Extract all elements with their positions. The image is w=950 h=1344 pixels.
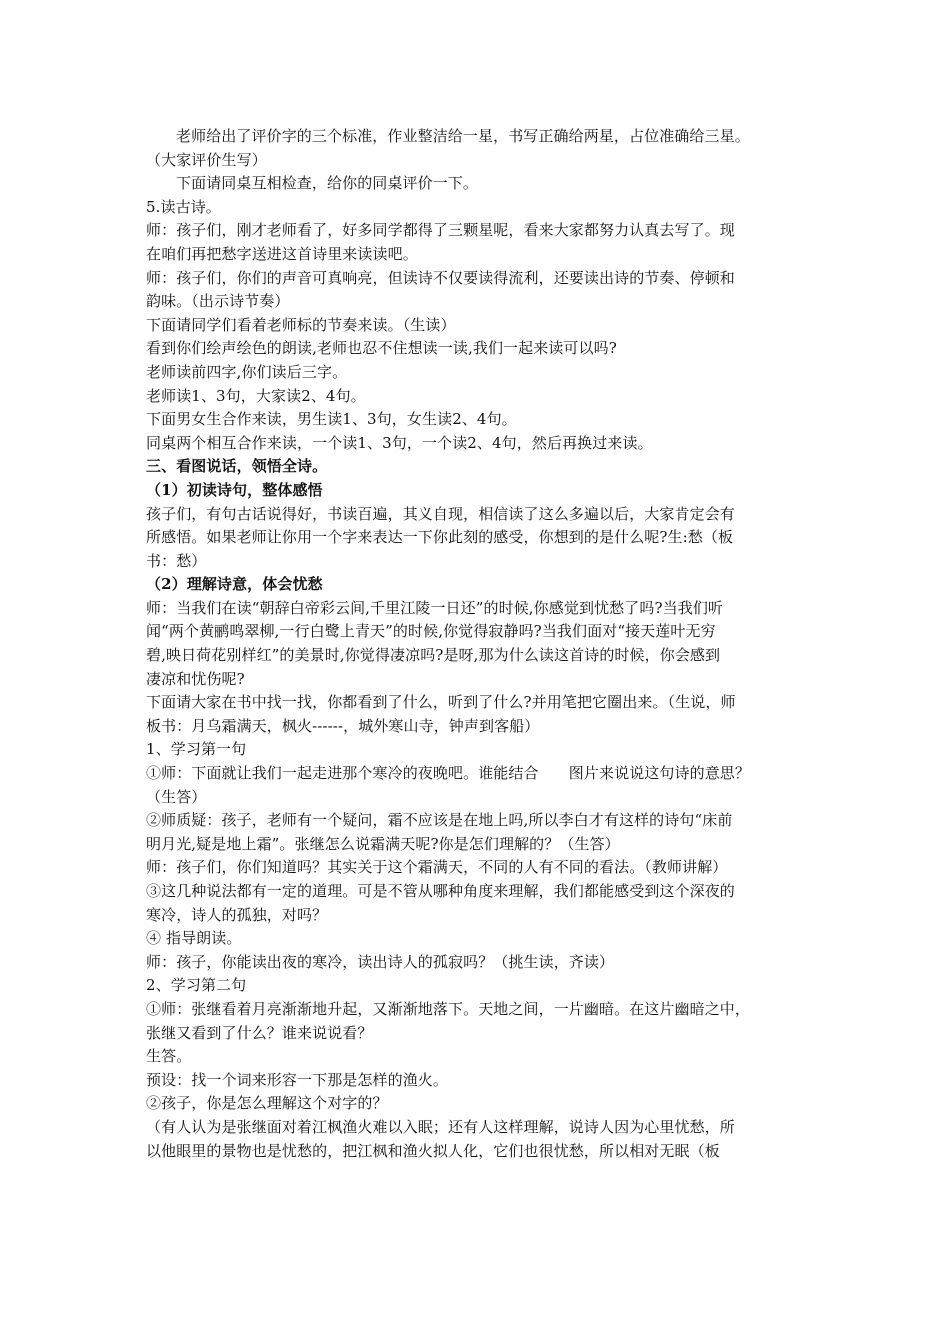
- text-line: 板书：月乌霜满天，枫火------，城外寒山寺，钟声到客船）: [146, 716, 540, 735]
- text-line: 明月光,疑是地上霜”。张继怎么说霜满天呢?你是怎们理解的？（生答）: [146, 834, 620, 853]
- text-line: （大家评价生写）: [146, 150, 267, 169]
- text-line: 寒冷，诗人的孤独，对吗？: [146, 905, 328, 924]
- text-line: 2、学习第二句: [146, 976, 247, 995]
- text-line: 下面请同桌互相检查，给你的同桌评价一下。: [176, 174, 479, 193]
- text-line: 看到你们绘声绘色的朗读,老师也忍不住想读一读,我们一起来读可以吗?: [146, 339, 617, 358]
- text-line: ②孩子，你是怎么理解这个对字的？: [146, 1094, 388, 1113]
- text-line: ③这几种说法都有一定的道理。可是不管从哪种角度来理解，我们都能感受到这个深夜的: [146, 882, 735, 900]
- text-line: 老师读1、3句，大家读2、4句。: [146, 386, 366, 405]
- text-line: 下面男女生合作来读，男生读1、3句，女生读2、4句。: [146, 410, 517, 429]
- text-line: ④ 指导朗读。: [146, 929, 242, 948]
- text-line: 师：孩子，你能读出夜的寒冷，读出诗人的孤寂吗？（挑生读，齐读）: [146, 952, 615, 971]
- text-line: ①师：张继看着月亮渐渐地升起，又渐渐地落下。天地之间，一片幽暗。在这片幽暗之中，: [146, 999, 751, 1018]
- text-line: 师：孩子们，你们的声音可真响亮，但读诗不仅要读得流利，还要读出诗的节奏、停顿和: [146, 268, 735, 287]
- text-line: 5.读古诗。: [146, 197, 221, 216]
- text-line: 师：当我们在读“朝辞白帝彩云间,千里江陵一日还”的时候,你感觉到忧愁了吗?当我们听: [146, 598, 724, 617]
- text-line: 师：孩子们，刚才老师看了，好多同学都得了三颗星呢，看来大家都努力认真去写了。现: [146, 221, 735, 240]
- text-line: 预设：找一个词来形容一下那是怎样的渔火。: [146, 1070, 449, 1089]
- text-line: 孩子们，有句古话说得好，书读百遍，其义自现，相信读了这么多遍以后，大家肯定会有: [146, 504, 735, 523]
- document-page: [146, 125, 810, 1163]
- text-line: ②师质疑：孩子，老师有一个疑问，霜不应该是在地上吗,所以李白才有这样的诗句“床前: [146, 811, 733, 830]
- section-heading: （1）初读诗句，整体感悟: [146, 480, 323, 499]
- text-line: （有人认为是张继面对着江枫渔火难以入眠；还有人这样理解，说诗人因为心里忧愁，所: [146, 1117, 735, 1136]
- text-line: 下面请同学们看着老师标的节奏来读。（生读）: [146, 315, 456, 334]
- text-line: 以他眼里的景物也是忧愁的，把江枫和渔火拟人化，它们也很忧愁，所以相对无眠（板: [146, 1141, 720, 1160]
- text-line: 韵味。（出示诗节奏）: [146, 292, 290, 311]
- text-line: （生答）: [146, 787, 207, 806]
- text-line: 闻“两个黄鹂鸣翠柳,一行白鹭上青天”的时候,你觉得寂静吗?当我们面对“接天莲叶无穷: [146, 622, 716, 641]
- text-line: 张继又看到了什么？谁来说说看？: [146, 1023, 373, 1042]
- text-line: 碧,映日荷花别样红”的美景时,你觉得凄凉吗?是呀,那为什么读这首诗的时候，你会感到: [146, 646, 721, 665]
- text-line: 所感悟。如果老师让你用一个字来表达一下你此刻的感受，你想到的是什么呢?生:愁（板: [146, 528, 734, 547]
- text-line: 1、学习第一句: [146, 740, 247, 759]
- section-heading: 三、看图说话，领悟全诗。: [146, 457, 328, 476]
- text-line: ①师：下面就让我们一起走进那个寒冷的夜晚吧。谁能结合 图片来说说这句诗的意思？: [146, 764, 751, 783]
- text-line: 同桌两个相互合作来读，一个读1、3句，一个读2、4句，然后再换过来读。: [146, 433, 653, 452]
- text-line: 师：孩子们，你们知道吗？其实关于这个霜满天，不同的人有不同的看法。（教师讲解）: [146, 858, 728, 877]
- text-line: 凄凉和忧伤呢?: [146, 669, 245, 688]
- text-line: 书：愁）: [146, 551, 207, 570]
- text-line: 在咱们再把愁字送进这首诗里来读读吧。: [146, 244, 418, 263]
- text-line: 老师读前四字,你们读后三字。: [146, 362, 348, 381]
- text-line: 下面请大家在书中找一找，你都看到了什么，听到了什么?并用笔把它圈出来。（生说，师: [146, 693, 736, 712]
- section-heading: （2）理解诗意，体会忧愁: [146, 575, 323, 594]
- text-line: 老师给出了评价字的三个标准，作业整洁给一星，书写正确给两星，占位准确给三星。: [176, 127, 750, 145]
- text-line: 生答。: [146, 1047, 192, 1066]
